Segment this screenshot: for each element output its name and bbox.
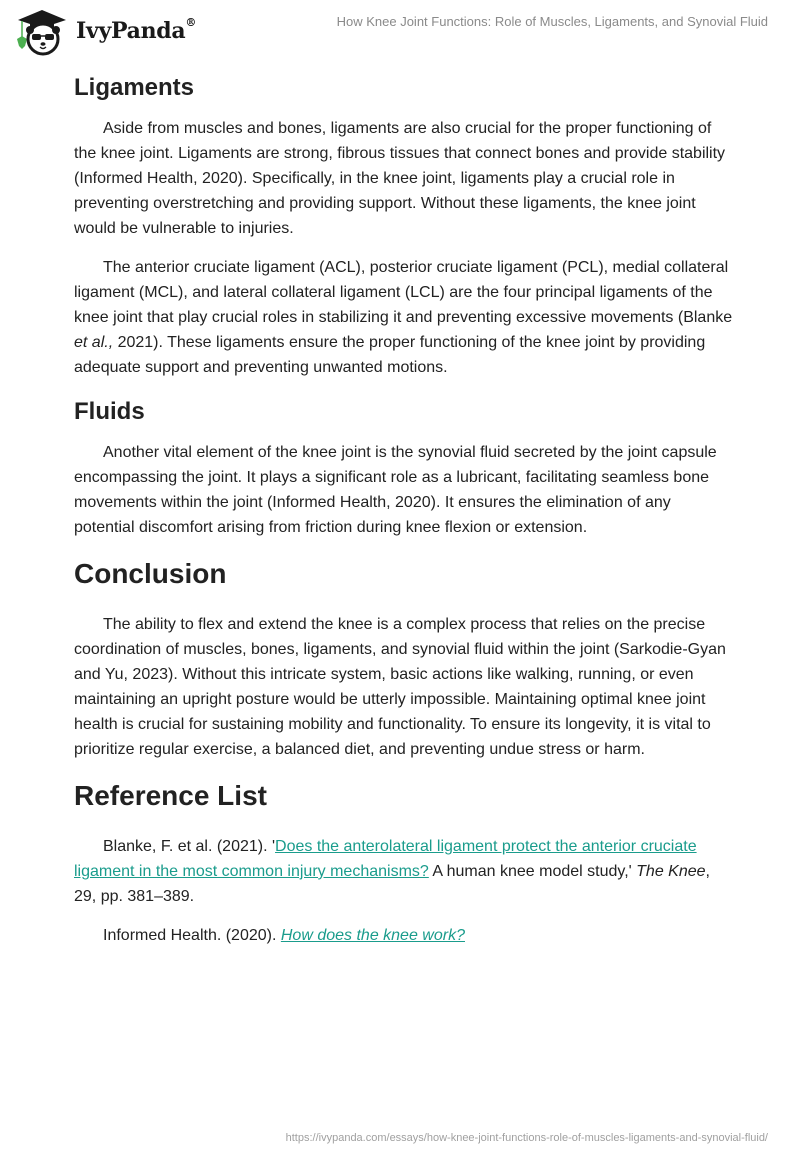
paragraph-ligaments-2: The anterior cruciate ligament (ACL), posterior cruciate ligament (PCL), medial collateral ligament (MCL), and lateral collateral ligament (LCL) are the four principal ligaments of the knee joint that play crucial roles in stabilizing it and preventing excessive movements (Blanke et al., 2021). These ligaments ensure the proper functioning of the knee joint by providing adequate support and preventing unwanted motions.: [74, 259, 733, 376]
paragraph-conclusion: The ability to flex and extend the knee is a complex process that relies on the precise coordination of muscles, bones, ligaments, and synovial fluid within the joint (Sarkodie-Gyan and Yu, 2023). Without this intricate system, basic actions like walking, running, or even maintaining an upright posture would be utterly impossible. Maintaining optimal knee joint health is crucial for sustaining mobility and functionality. To ensure its longevity, it is vital to prioritize regular exercise, a balanced diet, and preventing undue stress or harm.: [74, 616, 726, 758]
reference-link-blanke[interactable]: Does the anterolateral ligament protect the anterior cruciate ligament in the most common injury mechanisms?: [74, 838, 697, 880]
essay-content: [74, 70, 734, 948]
heading-fluids: Fluids: [74, 398, 145, 425]
paragraph-fluids: Another vital element of the knee joint is the synovial fluid secreted by the joint capsule encompassing the joint. It plays a significant role as a lubricant, facilitating seamless bone movements within the joint (Informed Health, 2020). It ensures the elimination of any potential discomfort arising from friction during knee flexion or extension.: [74, 444, 717, 536]
logo-wordmark: IvyPanda®: [76, 16, 197, 44]
heading-conclusion: Conclusion: [74, 558, 227, 589]
ivypanda-logo[interactable]: [14, 6, 196, 56]
heading-ligaments: Ligaments: [74, 74, 195, 101]
panda-graduate-icon: [14, 6, 70, 56]
page-url: https://ivypanda.com/essays/how-knee-joint-functions-role-of-muscles-ligaments-and-synovial-fluid/: [285, 1132, 768, 1144]
paragraph-ligaments-1: Aside from muscles and bones, ligaments are also crucial for the proper functioning of the knee joint. Ligaments are strong, fibrous tissues that connect bones and provide stability (Informed Health, 2020). Specifically, in the knee joint, ligaments play a crucial role in preventing overstretching and providing support. Without these ligaments, the knee joint would be vulnerable to injuries.: [74, 120, 726, 237]
reference-item: Blanke, F. et al. (2021). 'Does the anterolateral ligament protect the anterior cruciate ligament in the most common injury mechanisms? A human knee model study,' The Knee, 29, pp. 381–389.: [74, 838, 710, 905]
reference-link-informed-health[interactable]: How does the knee work?: [280, 927, 465, 944]
page-header: [0, 0, 800, 60]
document-title: How Knee Joint Functions: Role of Muscles, Ligaments, and Synovial Fluid: [336, 14, 768, 29]
reference-item: Informed Health. (2020). How does the knee work?: [103, 927, 465, 944]
heading-reference-list: Reference List: [74, 780, 267, 811]
